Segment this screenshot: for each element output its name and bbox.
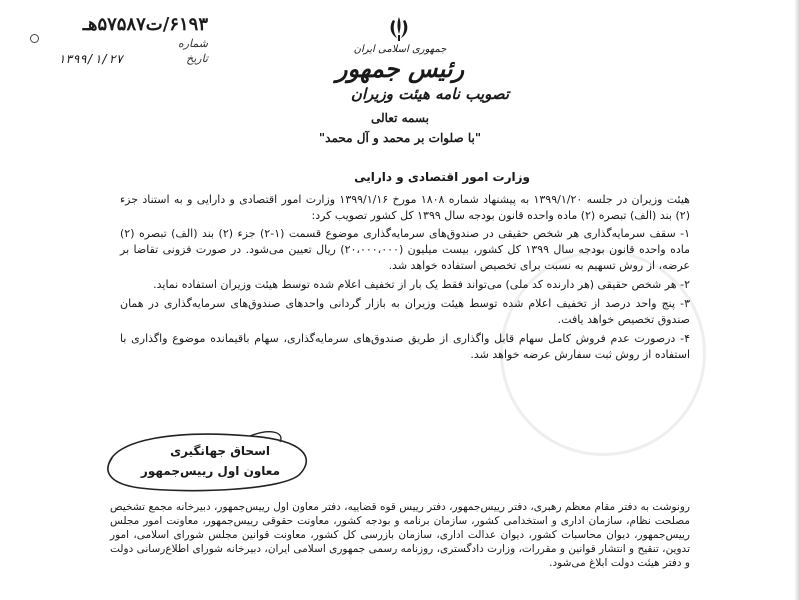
date-label: تاریخ xyxy=(186,52,208,65)
clause-2: ۲- هر شخص حقیقی (هر دارنده کد ملی) می‌تواند فقط یک بار از تخفیف اعلام شده توسط هیئت وزیران استفاده نماید. xyxy=(153,278,690,291)
signer-name: اسحاق جهانگیری xyxy=(170,444,270,458)
bismillah: بسمه تعالی xyxy=(370,111,430,125)
republic-title: جمهوری اسلامی ایران xyxy=(353,44,447,55)
clause-3: ۳- پنج واحد درصد از تخفیف اعلام شده توسط هیئت وزیران به بازار گردانی واحدهای صندوق‌های سرمایه‌گذاری در همان صندوق تخصیص خواهد یافت. xyxy=(120,297,690,326)
clause-1: ۱- سقف سرمایه‌گذاری هر شخص حقیقی در صندوق‌های سرمایه‌گذاری موضوع قسمت (۱-۲) جزء (۲) بند (الف) تبصره (۲) ماده واحده قانون بودجه سال ۱۳۹۹ کل کشور، بیست میلیون (۲۰،۰۰۰،۰۰۰) ریال تعیین می‌شود. در صورت فزونی تقاضا بر عرضه، از روش تسهیم به نسبت برای تخصیص استفاده خواهد شد. xyxy=(120,227,691,272)
carbon-copy-list: رونوشت به دفتر مقام معظم رهبری، دفتر رییس‌جمهور، دفتر رییس قوه قضاییه، دفتر معاون اول رییس‌جمهور، دبیرخانه مجمع تشخیص مصلحت نظام، سازمان اداری و استخدامی کشور، سازمان برنامه و بودجه کشور، معاونت حقوقی رییس‌جمهور، معاونت امور مجلس رییس‌جمهور، دیوان محاسبات کشور، دیوان عدالت اداری، سازمان بازرسی کل کشور، معاونت قوانین مجلس شورای اسلامی، امور تدوین، تنقیح و انتشار قوانین و مقررات، وزارت دادگستری، روزنامه رسمی جمهوری اسلامی ایران، دبیرخانه شورای اطلاع‌رسانی دولت و دفتر هیئت دولت ابلاغ می‌شود. xyxy=(110,501,690,569)
salawat: "با صلوات بر محمد و آل محمد" xyxy=(318,131,482,145)
number-label: شماره xyxy=(177,37,208,50)
signature-scribble-icon xyxy=(100,428,320,494)
approval-title: تصویب نامه هیئت وزیران xyxy=(350,85,510,103)
date-row xyxy=(58,52,208,66)
letter-body xyxy=(120,192,690,366)
intro-paragraph: هیئت وزیران در جلسه ۱۳۹۹/۱/۲۰ به پیشنهاد شماره ۱۸۰۸ مورخ ۱۳۹۹/۱/۱۶ وزارت امور اقتصادی و دارایی و به استناد جزء (۲) بند (الف) تبصره (۲) ماده واحده قانون بودجه سال ۱۳۹۹ کل کشور تصویب کرد: xyxy=(120,193,690,222)
letter-header xyxy=(250,44,550,145)
punch-hole xyxy=(30,34,39,43)
letter-number: ۶۱۹۳/ت۵۷۵۸۷هـ xyxy=(82,14,208,35)
page-edge-shadow xyxy=(794,0,800,600)
number-row xyxy=(58,37,208,50)
president-title: رئیس جمهور xyxy=(335,54,465,83)
date-value: ۱۳۹۹/۱/۲۷ xyxy=(58,52,124,66)
iran-emblem-icon xyxy=(384,14,414,44)
recipient-ministry: وزارت امور اقتصادی و دارایی xyxy=(354,170,530,184)
signature-block xyxy=(100,428,310,488)
signer-title: معاون اول رییس‌جمهور xyxy=(140,464,280,478)
letter-meta xyxy=(58,14,208,66)
clause-4: ۴- درصورت عدم فروش کامل سهام قابل واگذاری از طریق صندوق‌های سرمایه‌گذاری، سهام باقیمانده موضوع واگذاری با استفاده از روش ثبت سفارش عرضه خواهد شد. xyxy=(120,332,690,361)
